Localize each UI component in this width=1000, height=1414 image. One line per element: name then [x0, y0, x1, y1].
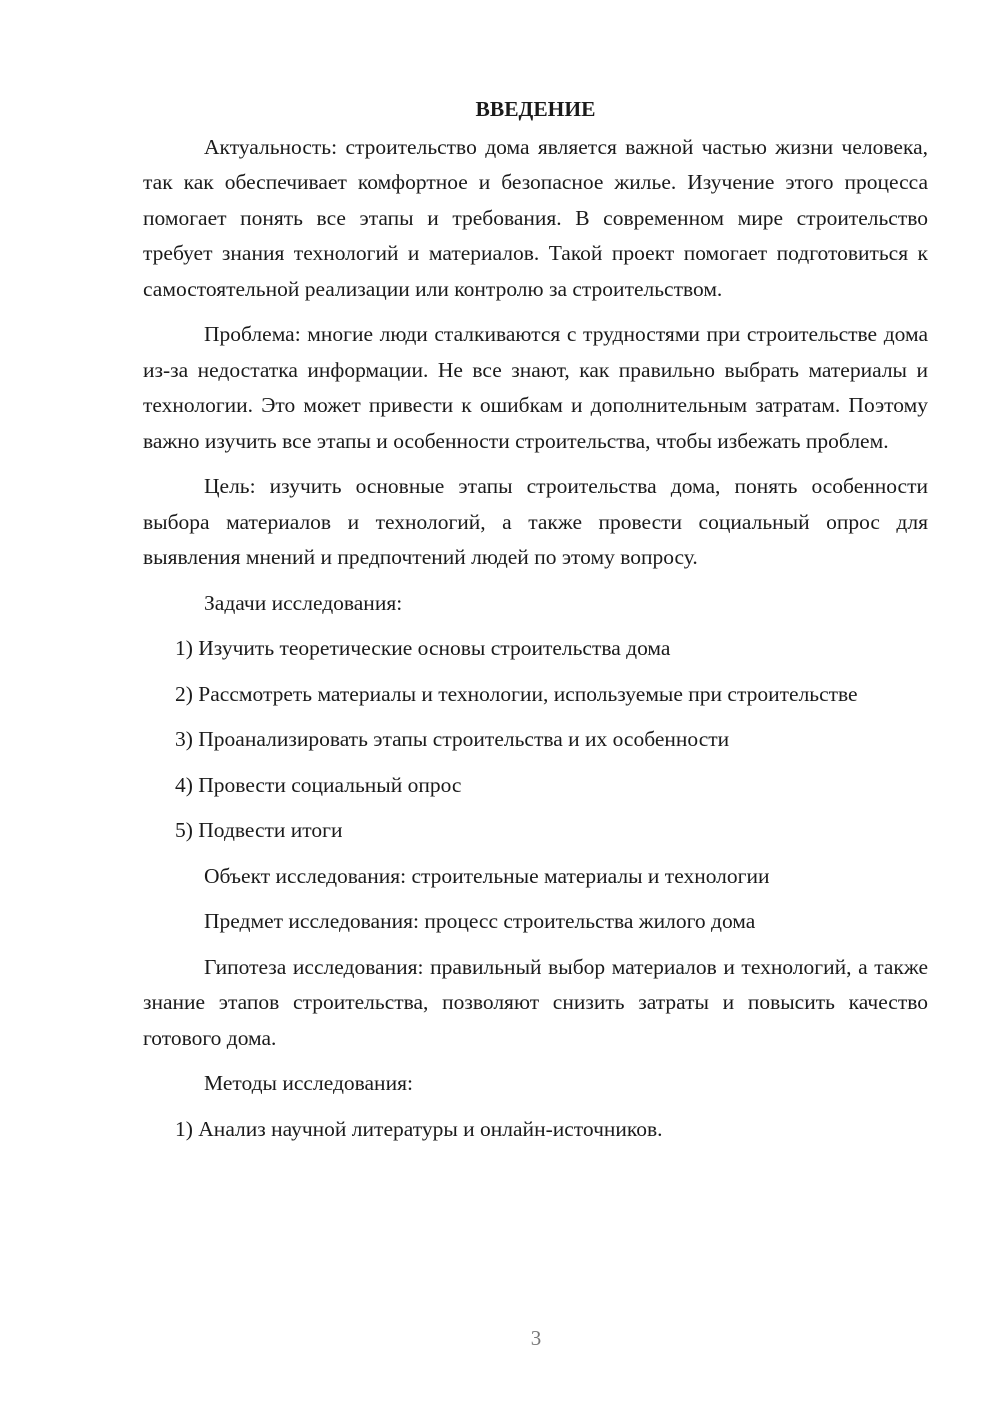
paragraph-relevance: Актуальность: строительство дома является важной частью жизни человека, так как обеспечивает комфортное и безопасное жилье. Изучение этого процесса помогает понять все этапы и требования. В современном мире строительство требует знания технологий и материалов. Такой проект помогает подготовиться к самостоятельной реализации или контролю за строительством. [143, 134, 928, 301]
research-hypothesis: Гипотеза исследования: правильный выбор материалов и технологий, а также знание этапов строительства, позволяют снизить затраты и повысить качество готового дома. [143, 954, 928, 1050]
method-item: 1) Анализ научной литературы и онлайн-источников. [175, 1116, 663, 1141]
section-title: ВВЕДЕНИЕ [475, 97, 596, 121]
task-item: 4) Провести социальный опрос [175, 772, 462, 797]
research-object: Объект исследования: строительные материалы и технологии [204, 863, 770, 888]
task-item: 3) Проанализировать этапы строительства и их особенности [175, 727, 730, 751]
document-page [143, 92, 928, 1157]
task-item: 2) Рассмотреть материалы и технологии, используемые при строительстве [175, 681, 858, 706]
paragraph-goal: Цель: изучить основные этапы строительства дома, понять особенности выбора материалов и технологий, а также провести социальный опрос для выявления мнений и предпочтений людей по этому вопросу. [143, 474, 928, 569]
methods-heading: Методы исследования: [204, 1071, 413, 1095]
task-item: 5) Подвести итоги [175, 818, 343, 842]
page-number: 3 [530, 1326, 542, 1350]
task-item: 1) Изучить теоретические основы строительства дома [175, 636, 671, 660]
paragraph-problem: Проблема: многие люди сталкиваются с трудностями при строительстве дома из-за недостатка информации. Не все знают, как правильно выбрать материалы и технологии. Это может привести к ошибкам и дополнительным затратам. Поэтому важно изучить все этапы и особенности строительства, чтобы избежать проблем. [143, 322, 928, 453]
tasks-heading: Задачи исследования: [204, 590, 403, 615]
research-subject: Предмет исследования: процесс строительства жилого дома [204, 909, 756, 933]
